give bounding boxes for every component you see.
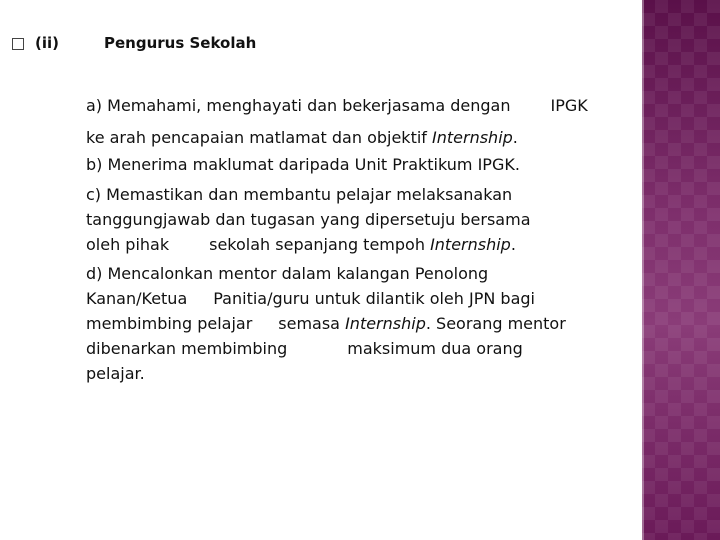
paragraph-c <box>86 182 531 257</box>
section-numeral: (ii) <box>35 34 59 52</box>
paragraph-a-line-2: ke arah pencapaian matlamat dan objektif Internship. <box>86 128 518 147</box>
paragraph-d-line-5: pelajar. <box>86 364 145 383</box>
paragraph-d <box>86 261 566 386</box>
paragraph-a <box>86 93 588 150</box>
paragraph-b <box>86 152 520 177</box>
side-band-edge <box>642 0 644 540</box>
paragraph-c-line-1: c) Memastikan dan membantu pelajar melaksanakan <box>86 185 513 204</box>
paragraph-c-line-2: tanggungjawab dan tugasan yang dipersetuju bersama <box>86 210 531 229</box>
paragraph-d-line-3: membimbing pelajar semasa Internship. Seorang mentor <box>86 314 566 333</box>
decorative-side-band <box>642 0 720 540</box>
paragraph-d-line-1: d) Mencalonkan mentor dalam kalangan Penolong <box>86 264 489 283</box>
paragraph-b-line-1: b) Menerima maklumat daripada Unit Praktikum IPGK. <box>86 155 520 174</box>
checkbox-icon <box>12 38 24 50</box>
paragraph-c-line-3: oleh pihak sekolah sepanjang tempoh Internship. <box>86 235 516 254</box>
paragraph-a-line-1: a) Memahami, menghayati dan bekerjasama dengan IPGK <box>86 96 588 115</box>
paragraph-d-line-4: dibenarkan membimbing maksimum dua orang <box>86 339 523 358</box>
paragraph-d-line-2: Kanan/Ketua Panitia/guru untuk dilantik oleh JPN bagi <box>86 289 535 308</box>
section-title: Pengurus Sekolah <box>104 34 257 52</box>
